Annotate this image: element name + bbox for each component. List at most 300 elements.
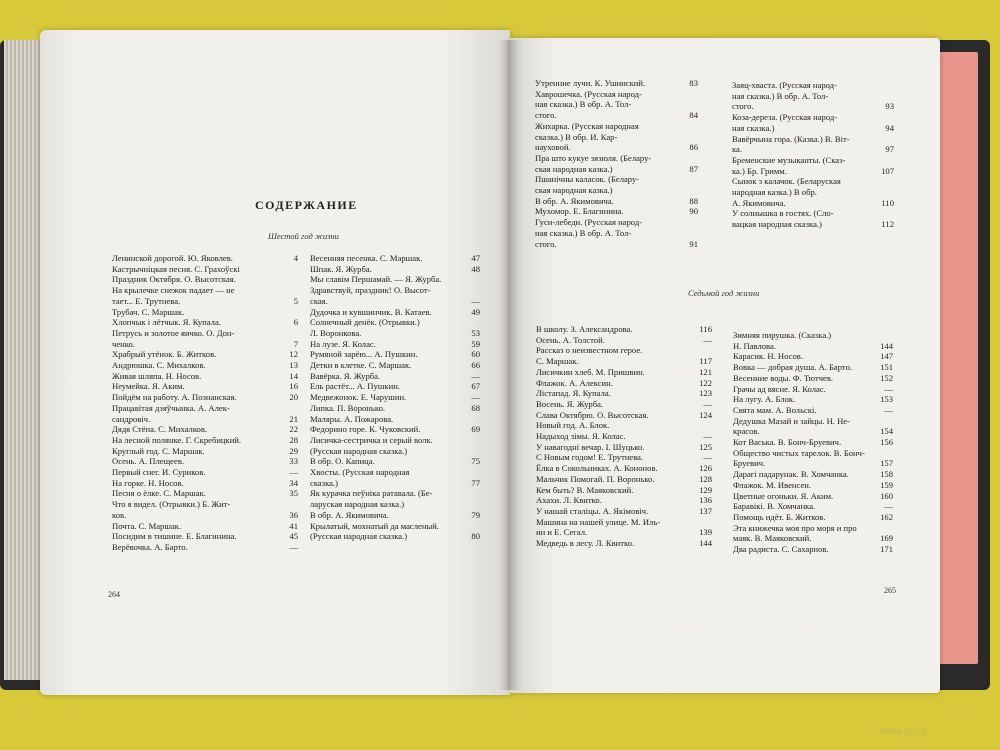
toc-entry-title: Шпак. Я. Журба. xyxy=(310,263,372,274)
toc-entry xyxy=(732,144,894,155)
toc-entry-title: У навагодні вечар. І. Шуцько. xyxy=(536,441,645,452)
toc-entry-title: Трубач. С. Маршак. xyxy=(112,306,185,317)
toc-entry-page: — xyxy=(471,392,480,403)
toc-entry-title: Мухомор. Е. Благинина. xyxy=(535,206,624,217)
toc-entry-page: 47 xyxy=(471,253,480,263)
toc-entry-page: 121 xyxy=(699,366,712,377)
toc-entry xyxy=(310,371,480,382)
toc-entry-page: 124 xyxy=(699,409,712,420)
toc-entry xyxy=(732,219,894,230)
toc-entry-title: Дарагі падарунак. В. Хомчанка. xyxy=(733,469,849,480)
toc-entry-page: 5 xyxy=(293,295,298,306)
toc-entry-title: Осень. А. Плещеев. xyxy=(112,456,185,467)
toc-entry xyxy=(732,187,894,198)
toc-entry-title: (Русская народная сказка.) xyxy=(310,445,408,456)
toc-entry xyxy=(733,362,893,373)
toc-entry-page: 12 xyxy=(289,349,298,360)
toc-entry-page: 45 xyxy=(289,531,298,542)
toc-entry xyxy=(112,531,298,542)
toc-entry xyxy=(733,448,893,459)
toc-entry-title: Медведь в лесу. Л. Квитко. xyxy=(536,538,635,549)
toc-entry-title: ка. xyxy=(732,144,743,155)
toc-entry-page: 126 xyxy=(699,463,712,474)
toc-entry-title: Эта книжечка моя про моря и про xyxy=(733,522,857,533)
toc-entry-page: 28 xyxy=(289,434,298,445)
toc-entry-page: — xyxy=(703,431,712,442)
toc-entry-page: 4 xyxy=(293,253,298,263)
toc-entry xyxy=(536,485,712,496)
toc-entry xyxy=(733,501,893,512)
toc-entry-page: 77 xyxy=(471,477,480,488)
toc-entry-page: 84 xyxy=(689,110,698,121)
toc-entry-title: Помощь идёт. Б. Житков. xyxy=(733,511,826,522)
toc-entry xyxy=(733,437,893,448)
toc-entry-title: Почта. С. Маршак. xyxy=(112,520,182,531)
toc-entry-title: Свята мам. А. Вольскі. xyxy=(733,404,817,415)
toc-entry-title: Слава Октябрю. О. Высотская. xyxy=(536,409,649,420)
toc-entry-page: — xyxy=(289,467,298,478)
toc-entry xyxy=(535,78,698,89)
toc-entry-title: Цветные огоньки. Я. Аким. xyxy=(733,490,834,501)
toc-entry-title: ская народная казка.) xyxy=(535,163,613,174)
toc-entry-title: Н. Павлова. xyxy=(733,340,776,351)
toc-entry-page: 144 xyxy=(699,538,712,549)
toc-entry-title: Вавёрка. Я. Журба. xyxy=(310,370,381,381)
toc-entry-page: 79 xyxy=(471,509,480,520)
toc-entry-page: 123 xyxy=(699,388,712,399)
section-seventh-year: Седьмой год жизни xyxy=(688,288,760,298)
toc-entry-page: 53 xyxy=(471,327,480,338)
toc-entry xyxy=(536,495,712,506)
toc-entry-title: Что я видел. (Отрывки.) Б. Жит- xyxy=(112,499,231,510)
toc-entry xyxy=(733,416,893,427)
toc-entry-title: В обр. О. Капица. xyxy=(310,456,375,467)
toc-entry-title: Гуси-лебеди. (Русская народ- xyxy=(535,217,643,228)
toc-entry-title: Новый год. А. Блок. xyxy=(536,420,610,431)
toc-entry-title: Хлопчык і лётчык. Я. Купала. xyxy=(112,317,221,328)
toc-entry-page: 66 xyxy=(471,360,480,371)
toc-right-top-column-2 xyxy=(732,80,894,230)
toc-entry-page: 116 xyxy=(699,324,712,334)
toc-entry-page: 75 xyxy=(471,456,480,467)
toc-entry-page: 162 xyxy=(880,511,893,522)
toc-entry-title: Лисичка-сестричка и серый волк. xyxy=(310,434,433,445)
toc-entry xyxy=(310,328,480,339)
toc-entry-title: Дудочка и кувшинчик. В. Катаев. xyxy=(310,306,432,317)
toc-entry-title: Дедушка Мазай и зайцы. Н. Не- xyxy=(733,415,850,426)
toc-entry-title: Заяц-хваста. (Русская народ- xyxy=(732,80,837,90)
toc-entry-title: Первый снег. И. Суриков. xyxy=(112,467,206,478)
toc-entry-page: 129 xyxy=(699,484,712,495)
toc-entry-page: 36 xyxy=(289,509,298,520)
toc-entry-page: 33 xyxy=(289,456,298,467)
toc-entry-page: 68 xyxy=(471,402,480,413)
toc-entry-page: 6 xyxy=(293,317,298,328)
toc-entry-page: 147 xyxy=(880,351,893,362)
toc-entry xyxy=(310,531,480,542)
toc-entry-title: Лисичкин хлеб. М. Пришвин. xyxy=(536,366,645,377)
toc-entry xyxy=(732,198,894,209)
toc-entry-page: 69 xyxy=(471,424,480,435)
toc-entry-title: Хвосты. (Русская народная xyxy=(310,467,410,478)
toc-right-top-column-1 xyxy=(535,78,698,249)
toc-entry-title: ная сказка.) В обр. А. Тол- xyxy=(535,227,632,238)
toc-entry-title: маяк. В. Маяковский. xyxy=(733,533,812,544)
toc-right-bottom-column-2 xyxy=(733,330,893,555)
toc-entry xyxy=(310,521,480,532)
toc-entry xyxy=(536,420,712,431)
toc-entry-title: На крылечке снежок падает — не xyxy=(112,285,235,296)
toc-entry xyxy=(112,478,298,489)
toc-entry xyxy=(112,467,298,478)
toc-entry-title: Машина на нашей улице. М. Иль- xyxy=(536,516,661,527)
toc-entry-title: У солнышка в гостях. (Сло- xyxy=(732,208,834,219)
toc-entry-title: Весенняя песенка. С. Маршак. xyxy=(310,253,423,263)
toc-entry xyxy=(112,339,298,350)
toc-entry-title: Кастрычніцкая песня. С. Грахоўскі xyxy=(112,263,240,274)
toc-entry-title: Флажок. А. Алексин. xyxy=(536,377,613,388)
toc-entry xyxy=(536,452,712,463)
toc-entry-title: Як курачка пеўніка ратавала. (Бе- xyxy=(310,488,433,499)
toc-entry-title: Зимняя пирушка. (Сказка.) xyxy=(733,330,832,340)
toc-entry-title: Песня о ёлке. С. Маршак. xyxy=(112,488,206,499)
toc-entry-title: стого. xyxy=(535,110,557,121)
toc-entry-page: 169 xyxy=(880,533,893,544)
toc-entry-page: 7 xyxy=(293,338,298,349)
toc-entry-title: Румяной зарёю... А. Пушкин. xyxy=(310,349,418,360)
toc-entry xyxy=(535,110,698,121)
toc-entry-page: 158 xyxy=(880,469,893,480)
toc-entry-title: Вовка — добрая душа. А. Барто. xyxy=(733,362,853,373)
toc-entry-title: Липка. П. Воронько. xyxy=(310,402,386,413)
toc-entry-title: Солнечный денёк. (Отрывки.) xyxy=(310,317,420,328)
toc-entry xyxy=(733,384,893,395)
toc-entry xyxy=(535,142,698,153)
toc-entry xyxy=(535,206,698,217)
toc-entry xyxy=(733,394,893,405)
toc-entry-page: 171 xyxy=(880,544,893,555)
toc-entry xyxy=(310,349,480,360)
toc-entry-page: 88 xyxy=(689,195,698,206)
toc-entry-page: 93 xyxy=(885,101,894,112)
toc-entry-page: 14 xyxy=(289,370,298,381)
toc-entry-page: 139 xyxy=(699,527,712,538)
toc-entry xyxy=(536,506,712,517)
toc-entry xyxy=(732,112,894,123)
toc-entry-title: Мальчик Помогай. П. Воронько. xyxy=(536,473,655,484)
toc-entry-page: 112 xyxy=(881,219,894,230)
toc-entry-title: Вавёрчына гора. (Казка.) В. Віт- xyxy=(732,133,850,144)
toc-entry-page: — xyxy=(471,295,480,306)
toc-entry-title: Надыход зімы. Я. Колас. xyxy=(536,431,626,442)
toc-entry-title: В обр. А. Якимовича. xyxy=(310,509,389,520)
toc-entry-title: Кем быть? В. Маяковский. xyxy=(536,484,634,495)
toc-entry-title: С. Маршак. xyxy=(536,356,579,367)
toc-entry-title: Медвежонок. Е. Чарушин. xyxy=(310,392,407,403)
toc-entry xyxy=(112,456,298,467)
toc-entry xyxy=(536,345,712,356)
toc-entry-title: Мы славім Першамай. — Я. Журба. xyxy=(310,274,442,285)
book-gutter xyxy=(498,40,522,690)
toc-entry xyxy=(733,341,893,352)
toc-entry xyxy=(112,296,298,307)
toc-entry-page: 137 xyxy=(699,505,712,516)
toc-entry-title: Бруевич. xyxy=(733,458,766,469)
toc-entry xyxy=(733,373,893,384)
toc-entry-title: Общество чистых тарелок. В. Бонч- xyxy=(733,447,865,458)
toc-entry xyxy=(310,435,480,446)
toc-entry-title: Коза-дереза. (Русская народ- xyxy=(732,112,838,123)
toc-entry-page: — xyxy=(289,541,298,552)
toc-entry xyxy=(535,121,698,132)
toc-entry-title: ская народная казка.) xyxy=(535,185,613,196)
toc-entry xyxy=(536,517,712,528)
toc-entry xyxy=(535,99,698,110)
toc-entry-title: На лузе. Я. Колас. xyxy=(310,338,376,349)
toc-entry xyxy=(536,399,712,410)
toc-entry-title: сказка.) В обр. И. Кар- xyxy=(535,131,618,142)
toc-entry-title: На лесной полянке. Г. Скребицкий. xyxy=(112,434,242,445)
toc-entry-title: стого. xyxy=(732,101,754,112)
toc-entry xyxy=(112,328,298,339)
toc-entry xyxy=(535,185,698,196)
toc-entry xyxy=(732,176,894,187)
toc-entry-page: 144 xyxy=(880,340,893,351)
toc-entry-title: Осень. А. Толстой. xyxy=(536,334,605,345)
page-number-right: 265 xyxy=(884,586,896,595)
toc-entry-title: сандровіч. xyxy=(112,413,151,424)
toc-entry-title: Флажок. М. Ивенсен. xyxy=(733,479,812,490)
toc-entry-title: Баравікі. В. Хомчанка. xyxy=(733,501,816,512)
toc-entry xyxy=(733,469,893,480)
toc-entry-title: Жихарка. (Русская народная xyxy=(535,120,639,131)
toc-entry xyxy=(733,491,893,502)
toc-entry xyxy=(310,467,480,478)
toc-entry xyxy=(535,153,698,164)
toc-entry-title: Хаврошечка. (Русская народ- xyxy=(535,88,642,99)
toc-entry xyxy=(310,296,480,307)
toc-entry-page: — xyxy=(471,370,480,381)
toc-entry-page: — xyxy=(703,452,712,463)
toc-entry-title: Л. Воронкова. xyxy=(310,327,362,338)
toc-entry xyxy=(733,533,893,544)
toc-entry-title: науховой. xyxy=(535,142,571,153)
toc-entry-title: Весенние воды. Ф. Тютчев. xyxy=(733,372,834,383)
toc-entry xyxy=(310,285,480,296)
toc-entry-title: ларуская народная казка.) xyxy=(310,499,405,510)
toc-entry-title: Ленинской дорогой. Ю. Яковлев. xyxy=(112,253,233,263)
toc-entry xyxy=(535,132,698,143)
toc-entry-title: Детки в клетке. С. Маршак. xyxy=(310,360,412,371)
toc-entry xyxy=(733,480,893,491)
toc-entry xyxy=(536,474,712,485)
toc-entry-page: 153 xyxy=(880,394,893,405)
toc-entry-page: 90 xyxy=(689,206,698,217)
toc-left-column-1 xyxy=(112,253,298,553)
toc-entry xyxy=(732,123,894,134)
toc-entry-page: 29 xyxy=(289,445,298,456)
toc-entry xyxy=(112,371,298,382)
toc-entry xyxy=(536,463,712,474)
toc-right-bottom-column-1 xyxy=(536,324,712,549)
toc-entry-page: 35 xyxy=(289,488,298,499)
toc-entry xyxy=(732,91,894,102)
toc-entry-page: 122 xyxy=(699,377,712,388)
toc-entry-page: 151 xyxy=(880,362,893,373)
toc-entry xyxy=(310,317,480,328)
toc-entry-page: 154 xyxy=(880,426,893,437)
toc-entry-title: вацкая народная сказка.) xyxy=(732,219,822,230)
toc-entry xyxy=(310,478,480,489)
toc-entry xyxy=(733,405,893,416)
toc-entry xyxy=(733,426,893,437)
toc-entry-page: — xyxy=(884,404,893,415)
toc-entry-title: Андрюшка. С. Михалков. xyxy=(112,360,206,371)
toc-entry xyxy=(536,378,712,389)
toc-entry-page: — xyxy=(703,334,712,345)
toc-entry-page: 160 xyxy=(880,490,893,501)
toc-entry xyxy=(310,424,480,435)
toc-entry xyxy=(112,542,298,553)
toc-entry xyxy=(112,264,298,275)
toc-entry-page: 48 xyxy=(471,263,480,274)
watermark: www.ay.by xyxy=(880,726,928,737)
toc-entry-page: 59 xyxy=(471,338,480,349)
toc-entry-title: Круглый год. С. Маршак. xyxy=(112,445,205,456)
toc-entry-title: ченко. xyxy=(112,338,135,349)
toc-entry-title: Кот Васька. В. Бонч-Бруевич. xyxy=(733,437,842,448)
toc-entry-title: Карасик. Н. Носов. xyxy=(733,351,803,362)
toc-entry-title: Два радиста. С. Сахарнов. xyxy=(733,544,829,555)
toc-left-column-2 xyxy=(310,253,480,542)
toc-entry xyxy=(535,217,698,228)
toc-entry-page: 16 xyxy=(289,381,298,392)
toc-entry xyxy=(732,134,894,145)
toc-entry xyxy=(732,208,894,219)
toc-entry xyxy=(536,324,712,335)
toc-entry-page: 34 xyxy=(289,477,298,488)
toc-entry xyxy=(112,403,298,414)
toc-entry-title: ная сказка.) xyxy=(732,122,775,133)
toc-entry-title: Пойдём на работу. А. Познанская. xyxy=(112,392,237,403)
toc-entry-title: ная сказка.) В обр. А. Тол- xyxy=(732,90,829,101)
toc-entry-page: 136 xyxy=(699,495,712,506)
toc-entry xyxy=(733,523,893,534)
toc-entry xyxy=(732,166,894,177)
toc-entry xyxy=(536,527,712,538)
toc-entry-title: Рассказ о неизвестном герое. xyxy=(536,345,643,356)
toc-entry xyxy=(536,367,712,378)
toc-entry-page: 97 xyxy=(885,144,894,155)
toc-entry-title: Маляры. А. Пожарова. xyxy=(310,413,394,424)
toc-entry xyxy=(112,360,298,371)
toc-entry xyxy=(112,499,298,510)
toc-entry xyxy=(310,392,480,403)
toc-entry-title: Утренние лучи. К. Ушинский. xyxy=(535,78,646,88)
toc-entry-title: У нашай сталіцы. А. Якімовіч. xyxy=(536,505,649,516)
toc-entry xyxy=(732,155,894,166)
toc-entry xyxy=(310,414,480,425)
toc-entry-title: Петрусь и золотое яичко. О. Дон- xyxy=(112,327,235,338)
toc-entry xyxy=(310,488,480,499)
toc-entry-title: красов. xyxy=(733,426,760,437)
toc-entry-page: 67 xyxy=(471,381,480,392)
toc-entry xyxy=(535,89,698,100)
toc-entry-title: ная сказка.) В обр. А. Тол- xyxy=(535,99,632,110)
toc-entry-page: 156 xyxy=(880,437,893,448)
toc-entry-page: 20 xyxy=(289,392,298,403)
toc-entry xyxy=(112,435,298,446)
toc-entry-page: 152 xyxy=(880,372,893,383)
toc-entry-title: Працавітая дзяўчынка. А. Алек- xyxy=(112,402,230,413)
toc-entry-title: ская. xyxy=(310,295,328,306)
toc-entry xyxy=(112,392,298,403)
toc-entry-title: Ель растёт... А. Пушкин. xyxy=(310,381,400,392)
toc-entry-title: В школу. З. Александрова. xyxy=(536,324,633,334)
toc-entry-title: Федорино горе. К. Чуковский. xyxy=(310,424,421,435)
toc-entry xyxy=(310,510,480,521)
toc-entry-title: Лістапад. Я. Купала. xyxy=(536,388,611,399)
toc-entry xyxy=(310,360,480,371)
toc-entry xyxy=(535,196,698,207)
toc-entry xyxy=(733,351,893,362)
toc-entry xyxy=(112,253,298,264)
toc-entry-title: ков. xyxy=(112,509,127,520)
toc-entry-title: Неумейка. Я. Аким. xyxy=(112,381,185,392)
toc-entry-page: 94 xyxy=(885,122,894,133)
toc-entry xyxy=(536,538,712,549)
toc-entry-page: 107 xyxy=(881,165,894,176)
toc-entry-title: тает... Е. Трутнева. xyxy=(112,295,181,306)
toc-entry-title: сказка.) xyxy=(310,477,338,488)
toc-entry-title: народная казка.) В обр. xyxy=(732,187,817,198)
page-number-left: 264 xyxy=(108,590,120,599)
toc-entry-page: 22 xyxy=(289,424,298,435)
toc-entry xyxy=(733,544,893,555)
toc-entry xyxy=(310,446,480,457)
toc-entry xyxy=(112,285,298,296)
toc-entry-title: Посидим в тишине. Е. Благинина. xyxy=(112,531,237,542)
toc-entry-page: 49 xyxy=(471,306,480,317)
toc-entry-title: Сынок з калачок. (Беларуская xyxy=(732,176,841,187)
toc-entry xyxy=(310,381,480,392)
toc-entry-page: 125 xyxy=(699,441,712,452)
toc-entry xyxy=(535,164,698,175)
toc-entry-title: Грачы ад вясне. Я. Колас. xyxy=(733,383,826,394)
toc-entry-page: 87 xyxy=(689,163,698,174)
toc-entry xyxy=(310,253,480,264)
toc-entry-title: стого. xyxy=(535,238,557,249)
toc-entry-title: Пшанічны каласок. (Белару- xyxy=(535,174,640,185)
toc-entry xyxy=(536,410,712,421)
toc-entry-title: На горке. Н. Носов. xyxy=(112,477,184,488)
toc-entry xyxy=(733,330,893,341)
toc-entry-title: В обр. А. Якимовича. xyxy=(535,195,614,206)
toc-entry xyxy=(733,458,893,469)
toc-entry xyxy=(112,307,298,318)
toc-entry xyxy=(536,431,712,442)
toc-entry xyxy=(112,317,298,328)
toc-entry xyxy=(732,80,894,91)
toc-entry xyxy=(310,339,480,350)
toc-entry-page: — xyxy=(884,383,893,394)
toc-entry xyxy=(536,388,712,399)
toc-entry xyxy=(310,403,480,414)
toc-entry xyxy=(535,239,698,250)
toc-entry-title: Живая шляпа. Н. Носов. xyxy=(112,370,202,381)
toc-entry-title: Пра што кукуе зязюля. (Белару- xyxy=(535,152,652,163)
page-stack xyxy=(4,40,44,680)
